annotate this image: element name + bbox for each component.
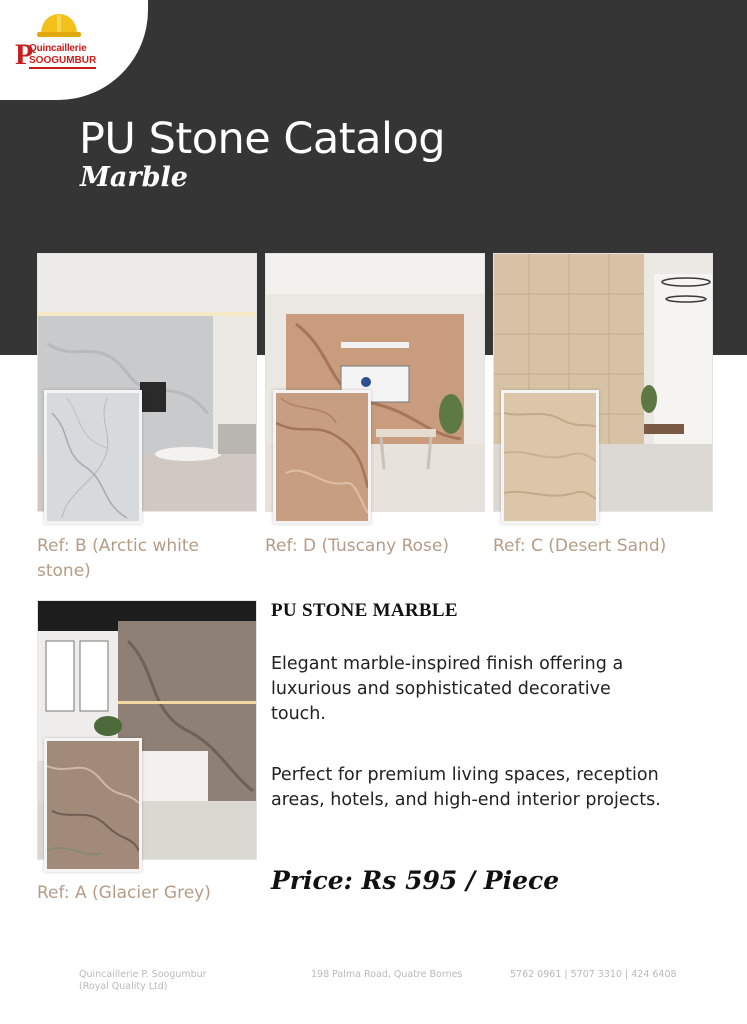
footer-company bbox=[79, 969, 207, 993]
page-title: PU Stone Catalog bbox=[79, 114, 446, 164]
caption-arctic-white-line2: stone) bbox=[37, 561, 91, 581]
footer-company-legal: (Royal Quality Ltd) bbox=[79, 981, 168, 992]
description-paragraph-2: Perfect for premium living spaces, reception areas, hotels, and high-end interior projects. bbox=[271, 765, 661, 810]
caption-arctic-white-line1: Ref: B (Arctic white bbox=[37, 536, 199, 556]
logo-text-line2: SOOGUMBUR bbox=[29, 55, 96, 69]
price-label: Price: Rs 595 / Piece bbox=[271, 866, 560, 895]
description-paragraph-1: Elegant marble-inspired finish offering a luxurious and sophisticated decorative touch. bbox=[271, 654, 624, 724]
swatch-tuscany-rose bbox=[273, 390, 371, 524]
logo-text-line1: Quincaillerie bbox=[29, 43, 87, 54]
logo-initial: P bbox=[15, 38, 34, 71]
swatch-glacier-grey bbox=[44, 738, 142, 872]
caption-glacier-grey: Ref: A (Glacier Grey) bbox=[37, 883, 211, 903]
caption-desert-sand: Ref: C (Desert Sand) bbox=[493, 536, 667, 556]
caption-tuscany-rose: Ref: D (Tuscany Rose) bbox=[265, 536, 449, 556]
footer-phones: 5762 0961 | 5707 3310 | 424 6408 bbox=[510, 969, 677, 980]
caption-arctic-white bbox=[37, 534, 247, 584]
footer-company-name: Quincaillerie P. Soogumbur bbox=[79, 969, 207, 980]
hard-hat-icon bbox=[37, 12, 81, 38]
footer-address: 198 Palma Road, Quatre Bornes bbox=[311, 969, 463, 980]
description-heading: PU STONE MARBLE bbox=[271, 600, 458, 621]
swatch-arctic-white bbox=[44, 390, 142, 524]
page-subtitle: Marble bbox=[80, 162, 188, 193]
swatch-desert-sand bbox=[501, 390, 599, 524]
